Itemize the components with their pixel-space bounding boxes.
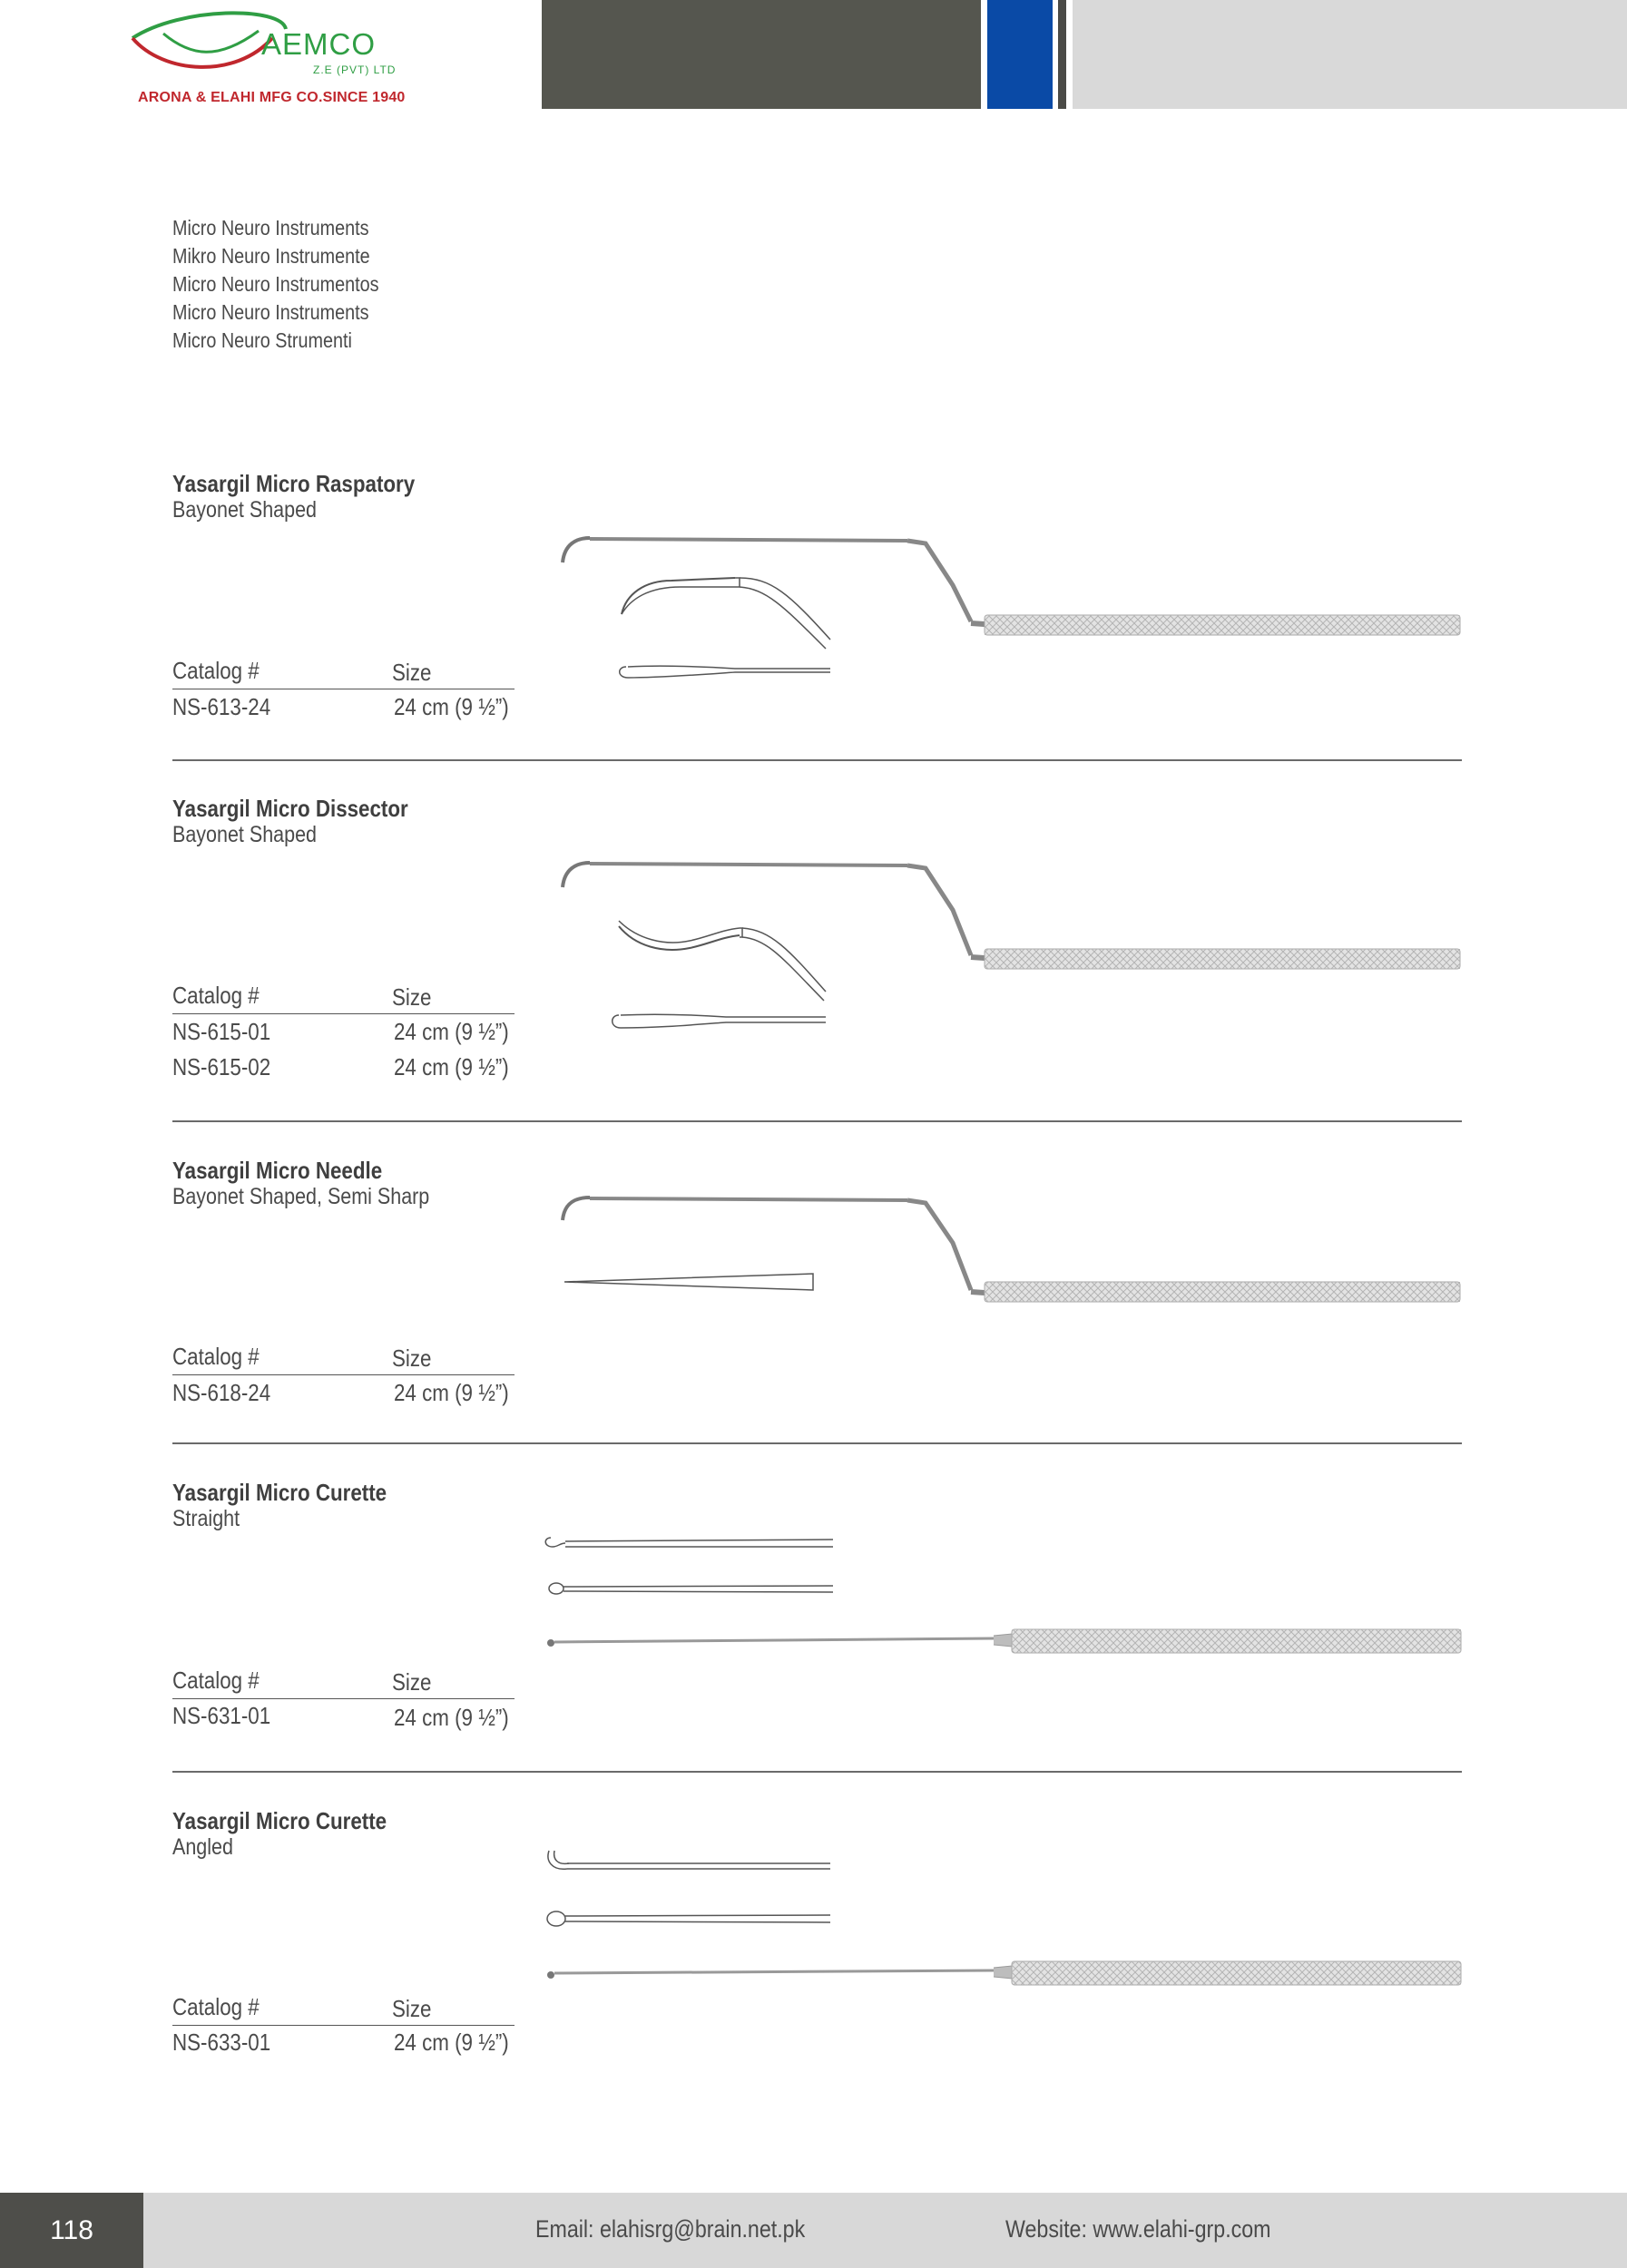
product-subtitle: Bayonet Shaped [172,822,318,847]
logo-subtitle: Z.E (PVT) LTD [313,64,397,76]
size-value: 24 cm (9 ½”) [394,1704,509,1731]
catalog-label: Catalog # [172,1993,260,2020]
intro-line: Micro Neuro Instruments [172,216,369,240]
product-title: Yasargil Micro Dissector [172,795,408,822]
size-value: 24 cm (9 ½”) [394,1379,509,1406]
catalog-number: NS-618-24 [172,1379,271,1406]
size-label: Size [392,983,432,1011]
intro-line: Micro Neuro Instrumentos [172,272,379,296]
intro-languages [172,214,379,355]
size-value: 24 cm (9 ½”) [394,1053,509,1080]
product-title: Yasargil Micro Needle [172,1157,383,1184]
dissector-illustration [554,846,1470,1037]
header-thin-block [1058,0,1066,109]
product-title: Yasargil Micro Curette [172,1479,387,1506]
logo-tagline: ARONA & ELAHI MFG CO.SINCE 1940 [138,90,406,105]
product-title: Yasargil Micro Raspatory [172,470,416,497]
section-divider [172,1120,1462,1122]
product-title: Yasargil Micro Curette [172,1807,387,1834]
footer-bar [0,2193,1627,2268]
footer-website[interactable]: Website: www.elahi-grp.com [1005,2215,1271,2243]
catalog-number: NS-631-01 [172,1702,271,1729]
size-label: Size [392,1995,432,2022]
header-light-block [1073,0,1627,109]
table-rule [172,1374,515,1375]
header-blue-block [987,0,1053,109]
catalog-number: NS-613-24 [172,693,271,720]
catalog-label: Catalog # [172,1343,260,1370]
size-value: 24 cm (9 ½”) [394,693,509,720]
section-divider [172,1442,1462,1444]
catalog-number: NS-615-01 [172,1018,271,1045]
size-label: Size [392,1668,432,1696]
product-subtitle: Bayonet Shaped, Semi Sharp [172,1184,430,1209]
catalog-label: Catalog # [172,1667,260,1694]
table-rule [172,1013,515,1014]
curette-straight-illustration [540,1520,1470,1665]
intro-line: Micro Neuro Strumenti [172,328,352,352]
section-divider [172,1771,1462,1773]
catalog-label: Catalog # [172,657,260,684]
table-rule [172,1698,515,1699]
logo-name: AEMCO [261,27,377,61]
section-divider [172,759,1462,761]
raspatory-illustration [554,522,1470,685]
size-label: Size [392,659,432,686]
size-label: Size [392,1344,432,1372]
size-value: 24 cm (9 ½”) [394,2028,509,2056]
page-number: 118 [0,2193,143,2268]
catalog-label: Catalog # [172,982,260,1009]
curette-angled-illustration [540,1842,1470,1996]
size-value: 24 cm (9 ½”) [394,1018,509,1045]
intro-line: Micro Neuro Instruments [172,300,369,324]
header-dark-block [542,0,981,109]
needle-illustration [554,1179,1470,1315]
product-subtitle: Straight [172,1506,240,1531]
catalog-number: NS-633-01 [172,2028,271,2056]
table-rule [172,2025,515,2026]
product-subtitle: Bayonet Shaped [172,497,318,523]
catalog-number: NS-615-02 [172,1053,271,1080]
intro-line: Mikro Neuro Instrumente [172,244,370,268]
footer-email[interactable]: Email: elahisrg@brain.net.pk [535,2215,806,2243]
product-subtitle: Angled [172,1834,233,1860]
